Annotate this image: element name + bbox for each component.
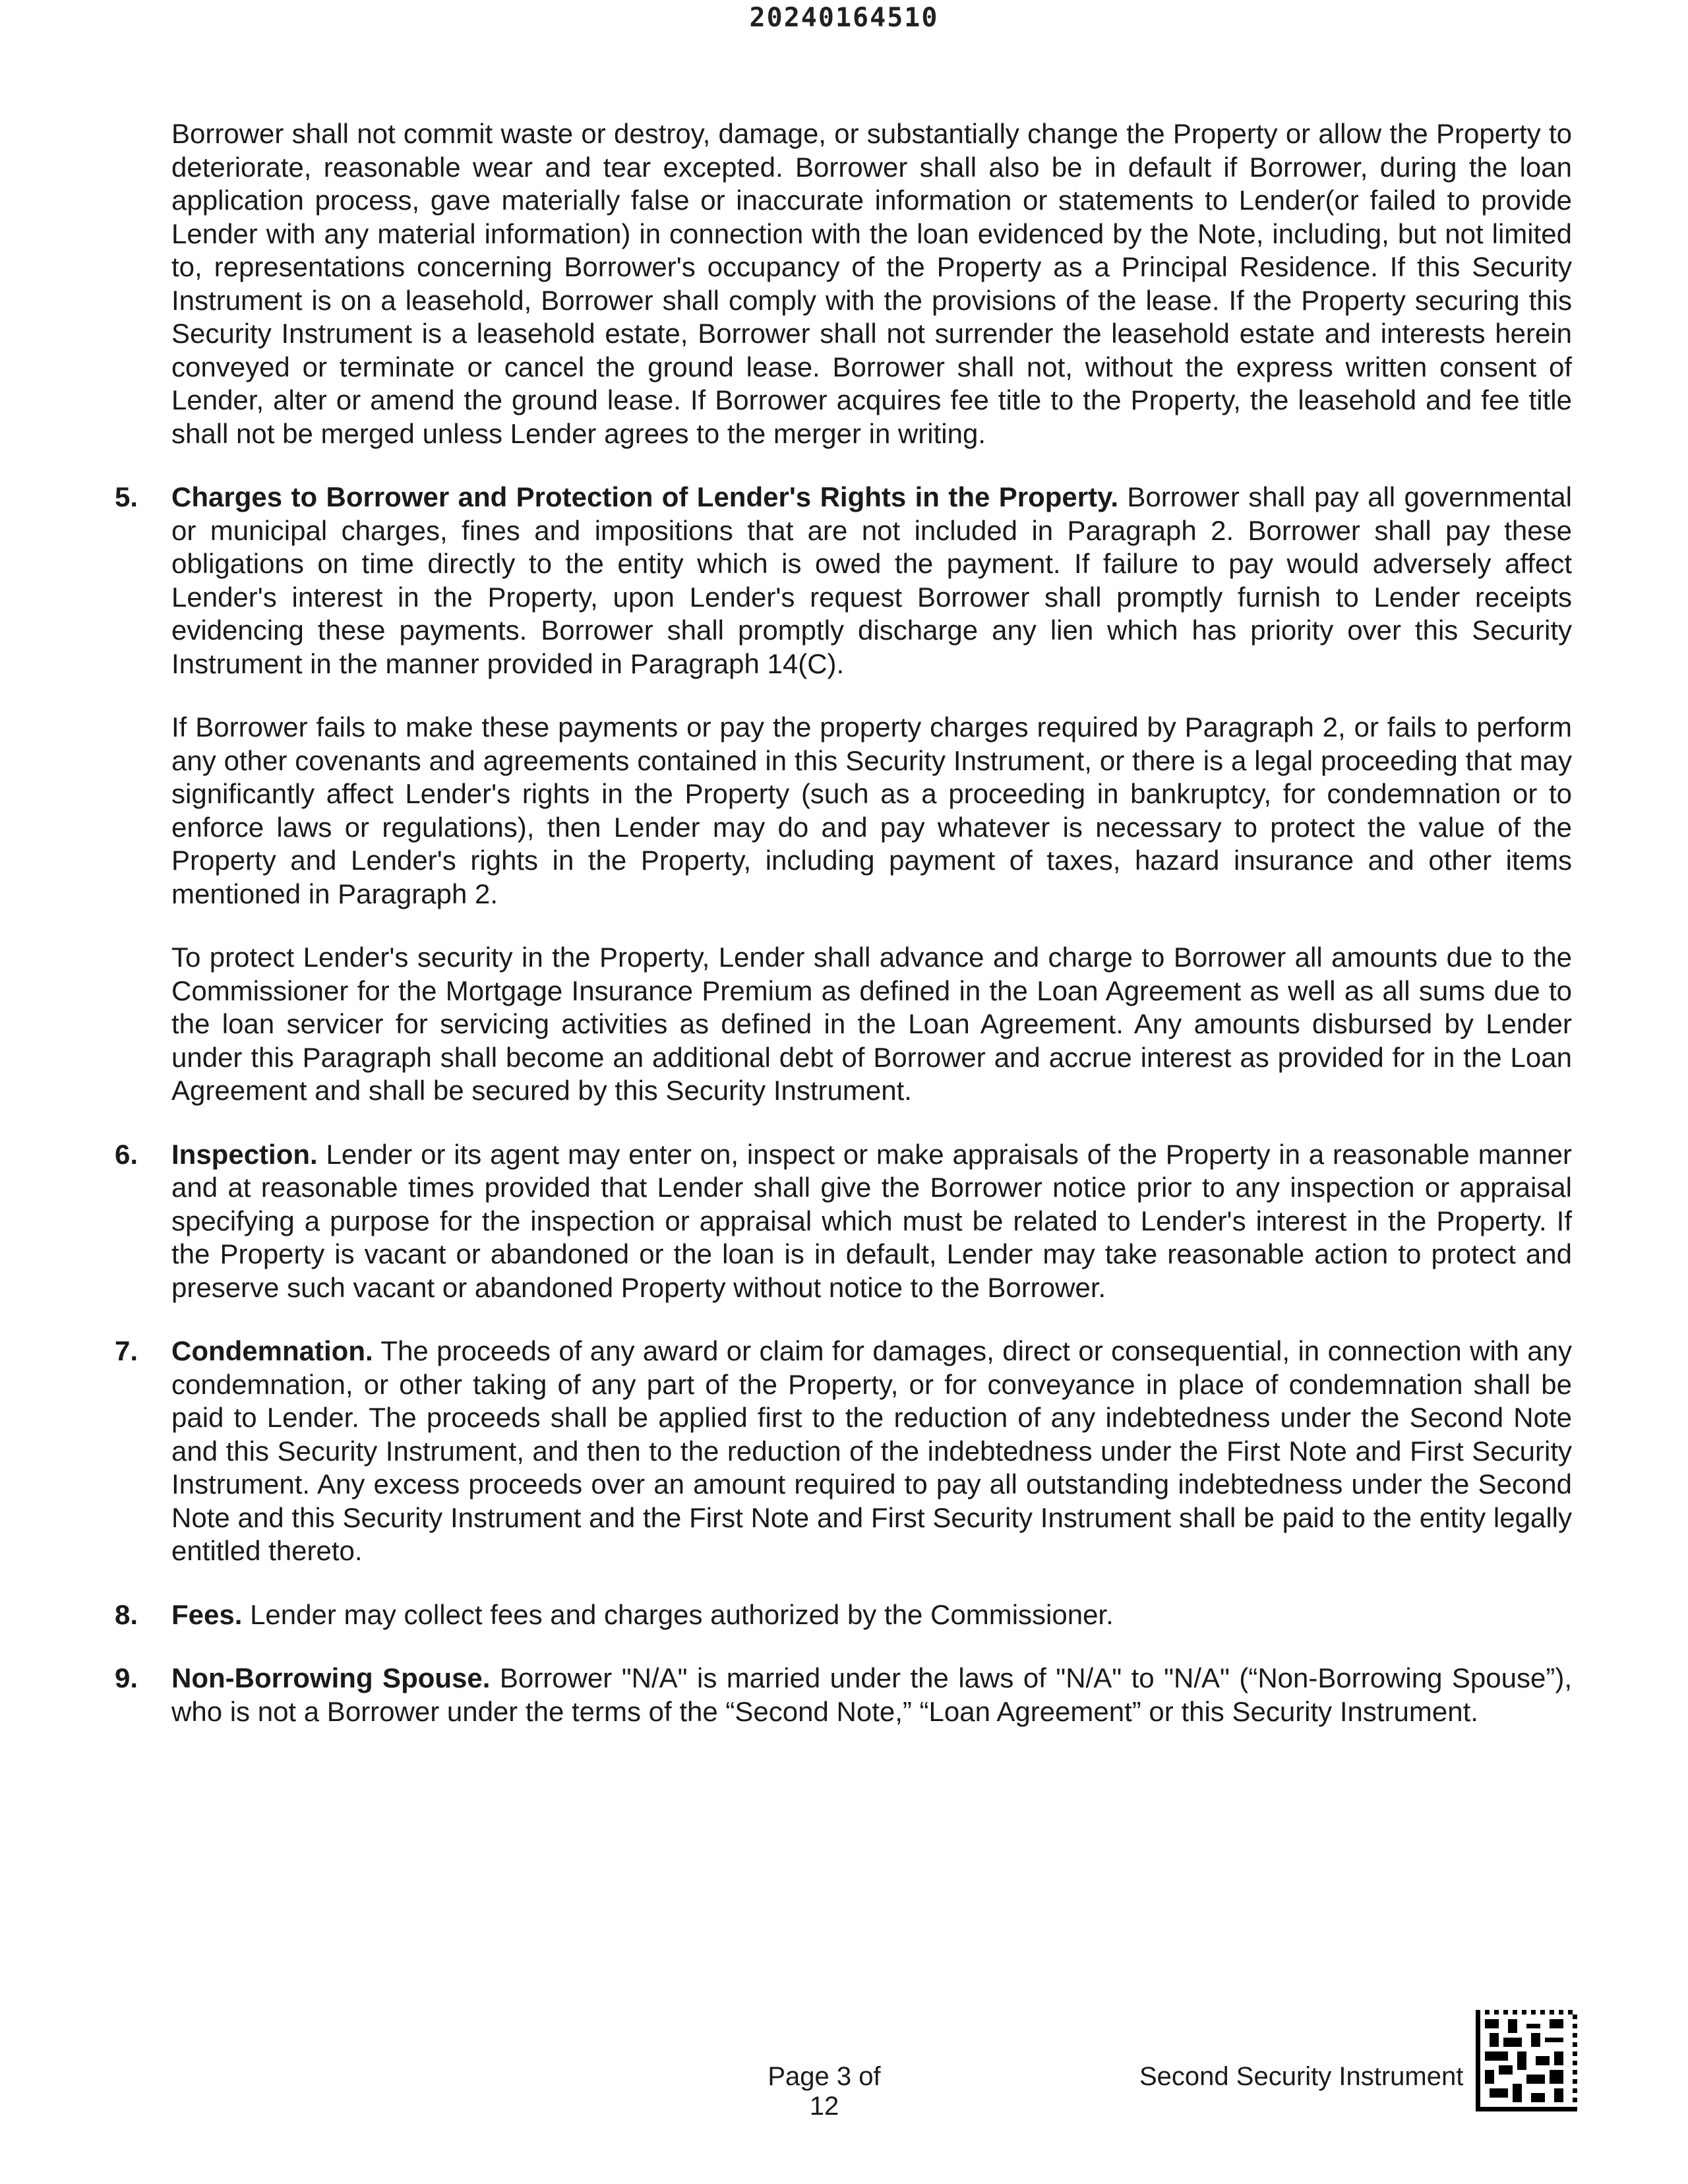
section-7-condemnation [115, 1335, 1572, 1568]
section-heading: Condemnation. [171, 1335, 373, 1366]
section-paragraph [171, 1138, 1572, 1305]
section-number: 8. [115, 1598, 138, 1630]
section-8-fees [115, 1598, 1572, 1632]
page-number: Page 3 of 12 [768, 2062, 881, 2121]
section-9-non-borrowing-spouse [115, 1662, 1572, 1728]
section-number: 5. [115, 481, 138, 512]
section-body: Lender may collect fees and charges authorized by the Commissioner. [250, 1598, 1114, 1630]
section-heading: Fees. [171, 1598, 243, 1630]
section-body: Borrower shall pay all governmental or municipal charges, fines and impositions that are not included in Paragraph 2. Borrower shall pay these obligations on time directly to the entity which is owed the payment. If failure to pay would adversely affect Lender's interest in the Property, upon Lender's request Borrower shall promptly furnish to Lender receipts evidencing these payments. Borrower shall promptly discharge any lien which has priority over this Security Instrument in the manner provided in Paragraph 14(C). [171, 481, 1572, 679]
datamatrix-barcode-icon [1476, 2010, 1577, 2111]
document-body [115, 117, 1572, 1759]
section-paragraph [171, 1662, 1572, 1728]
section-body: Borrower "N/A" is married under the laws of "N/A" to "N/A" (“Non-Borrowing Spouse”), who is not a Borrower under the terms of the “Second Note,” “Loan Agreement” or this Security Instrument. [171, 1662, 1572, 1727]
section-body: The proceeds of any award or claim for damages, direct or consequential, in connection with any condemnation, or other taking of any part of the Property, or for conveyance in place of condemnation shall be paid to Lender. The proceeds shall be applied first to the reduction of any indebtedness under the Second Note and this Security Instrument, and then to the reduction of the indebtedness under the First Note and First Security Instrument. Any excess proceeds over an amount required to pay all outstanding indebtedness under the Second Note and this Security Instrument and the First Note and First Security Instrument shall be paid to the entity legally entitled thereto. [171, 1335, 1572, 1566]
section-5-charges [115, 481, 1572, 1108]
section-6-inspection [115, 1138, 1572, 1305]
section-paragraph [171, 1598, 1572, 1632]
form-name: Second Security Instrument [1139, 2062, 1464, 2091]
section-subparagraph: To protect Lender's security in the Property, Lender shall advance and charge to Borrower all amounts due to the Commissioner for the Mortgage Insurance Premium as defined in the Loan Agreement as well as all sums due to the loan servicer for servicing activities as defined in the Loan Agreement. Any amounts disbursed by Lender under this Paragraph shall become an additional debt of Borrower and accrue interest as provided for in the Loan Agreement and shall be secured by this Security Instrument. [171, 942, 1572, 1106]
section-body: Lender or its agent may enter on, inspect or make appraisals of the Property in a reasonable manner and at reasonable times provided that Lender shall give the Borrower notice prior to any inspection or appraisal specifying a purpose for the inspection or appraisal which must be related to Lender's interest in the Property. If the Property is vacant or abandoned or the loan is in default, Lender may take reasonable action to protect and preserve such vacant or abandoned Property without notice to the Borrower. [171, 1138, 1572, 1303]
section-number: 7. [115, 1335, 138, 1366]
section-heading: Non-Borrowing Spouse. [171, 1662, 491, 1693]
section-paragraph [171, 1335, 1572, 1568]
section-subparagraph: If Borrower fails to make these payments or pay the property charges required by Paragraph 2, or fails to perform any other covenants and agreements contained in this Security Instrument, or there is a legal proceeding that may significantly affect Lender's rights in the Property (such as a proceeding in bankruptcy, for condemnation or to enforce laws or regulations), then Lender may do and pay whatever is necessary to protect the value of the Property and Lender's rights in the Property, including payment of taxes, hazard insurance and other items mentioned in Paragraph 2. [171, 712, 1572, 909]
section-heading: Charges to Borrower and Protection of Lender's Rights in the Property. [171, 481, 1119, 512]
section-number: 6. [115, 1138, 138, 1170]
section-heading: Inspection. [171, 1138, 318, 1170]
section-paragraph [171, 481, 1572, 681]
recording-document-number: 20240164510 [749, 3, 939, 33]
intro-paragraph: Borrower shall not commit waste or destroy, damage, or substantially change the Property or allow the Property to deteriorate, reasonable wear and tear excepted. Borrower shall also be in default if Borrower, during the loan application process, gave materially false or inaccurate information or statements to Lender(or failed to provide Lender with any material information) in connection with the loan evidenced by the Note, including, but not limited to, representations concerning Borrower's occupancy of the Property as a Principal Residence. If this Security Instrument is on a leasehold, Borrower shall comply with the provisions of the lease. If the Property securing this Security Instrument is a leasehold estate, Borrower shall not surrender the leasehold estate and interests herein conveyed or terminate or cancel the ground lease. Borrower shall not, without the express written consent of Lender, alter or amend the ground lease. If Borrower acquires fee title to the Property, the leasehold and fee title shall not be merged unless Lender agrees to the merger in writing. [171, 118, 1572, 449]
section-number: 9. [115, 1662, 138, 1693]
